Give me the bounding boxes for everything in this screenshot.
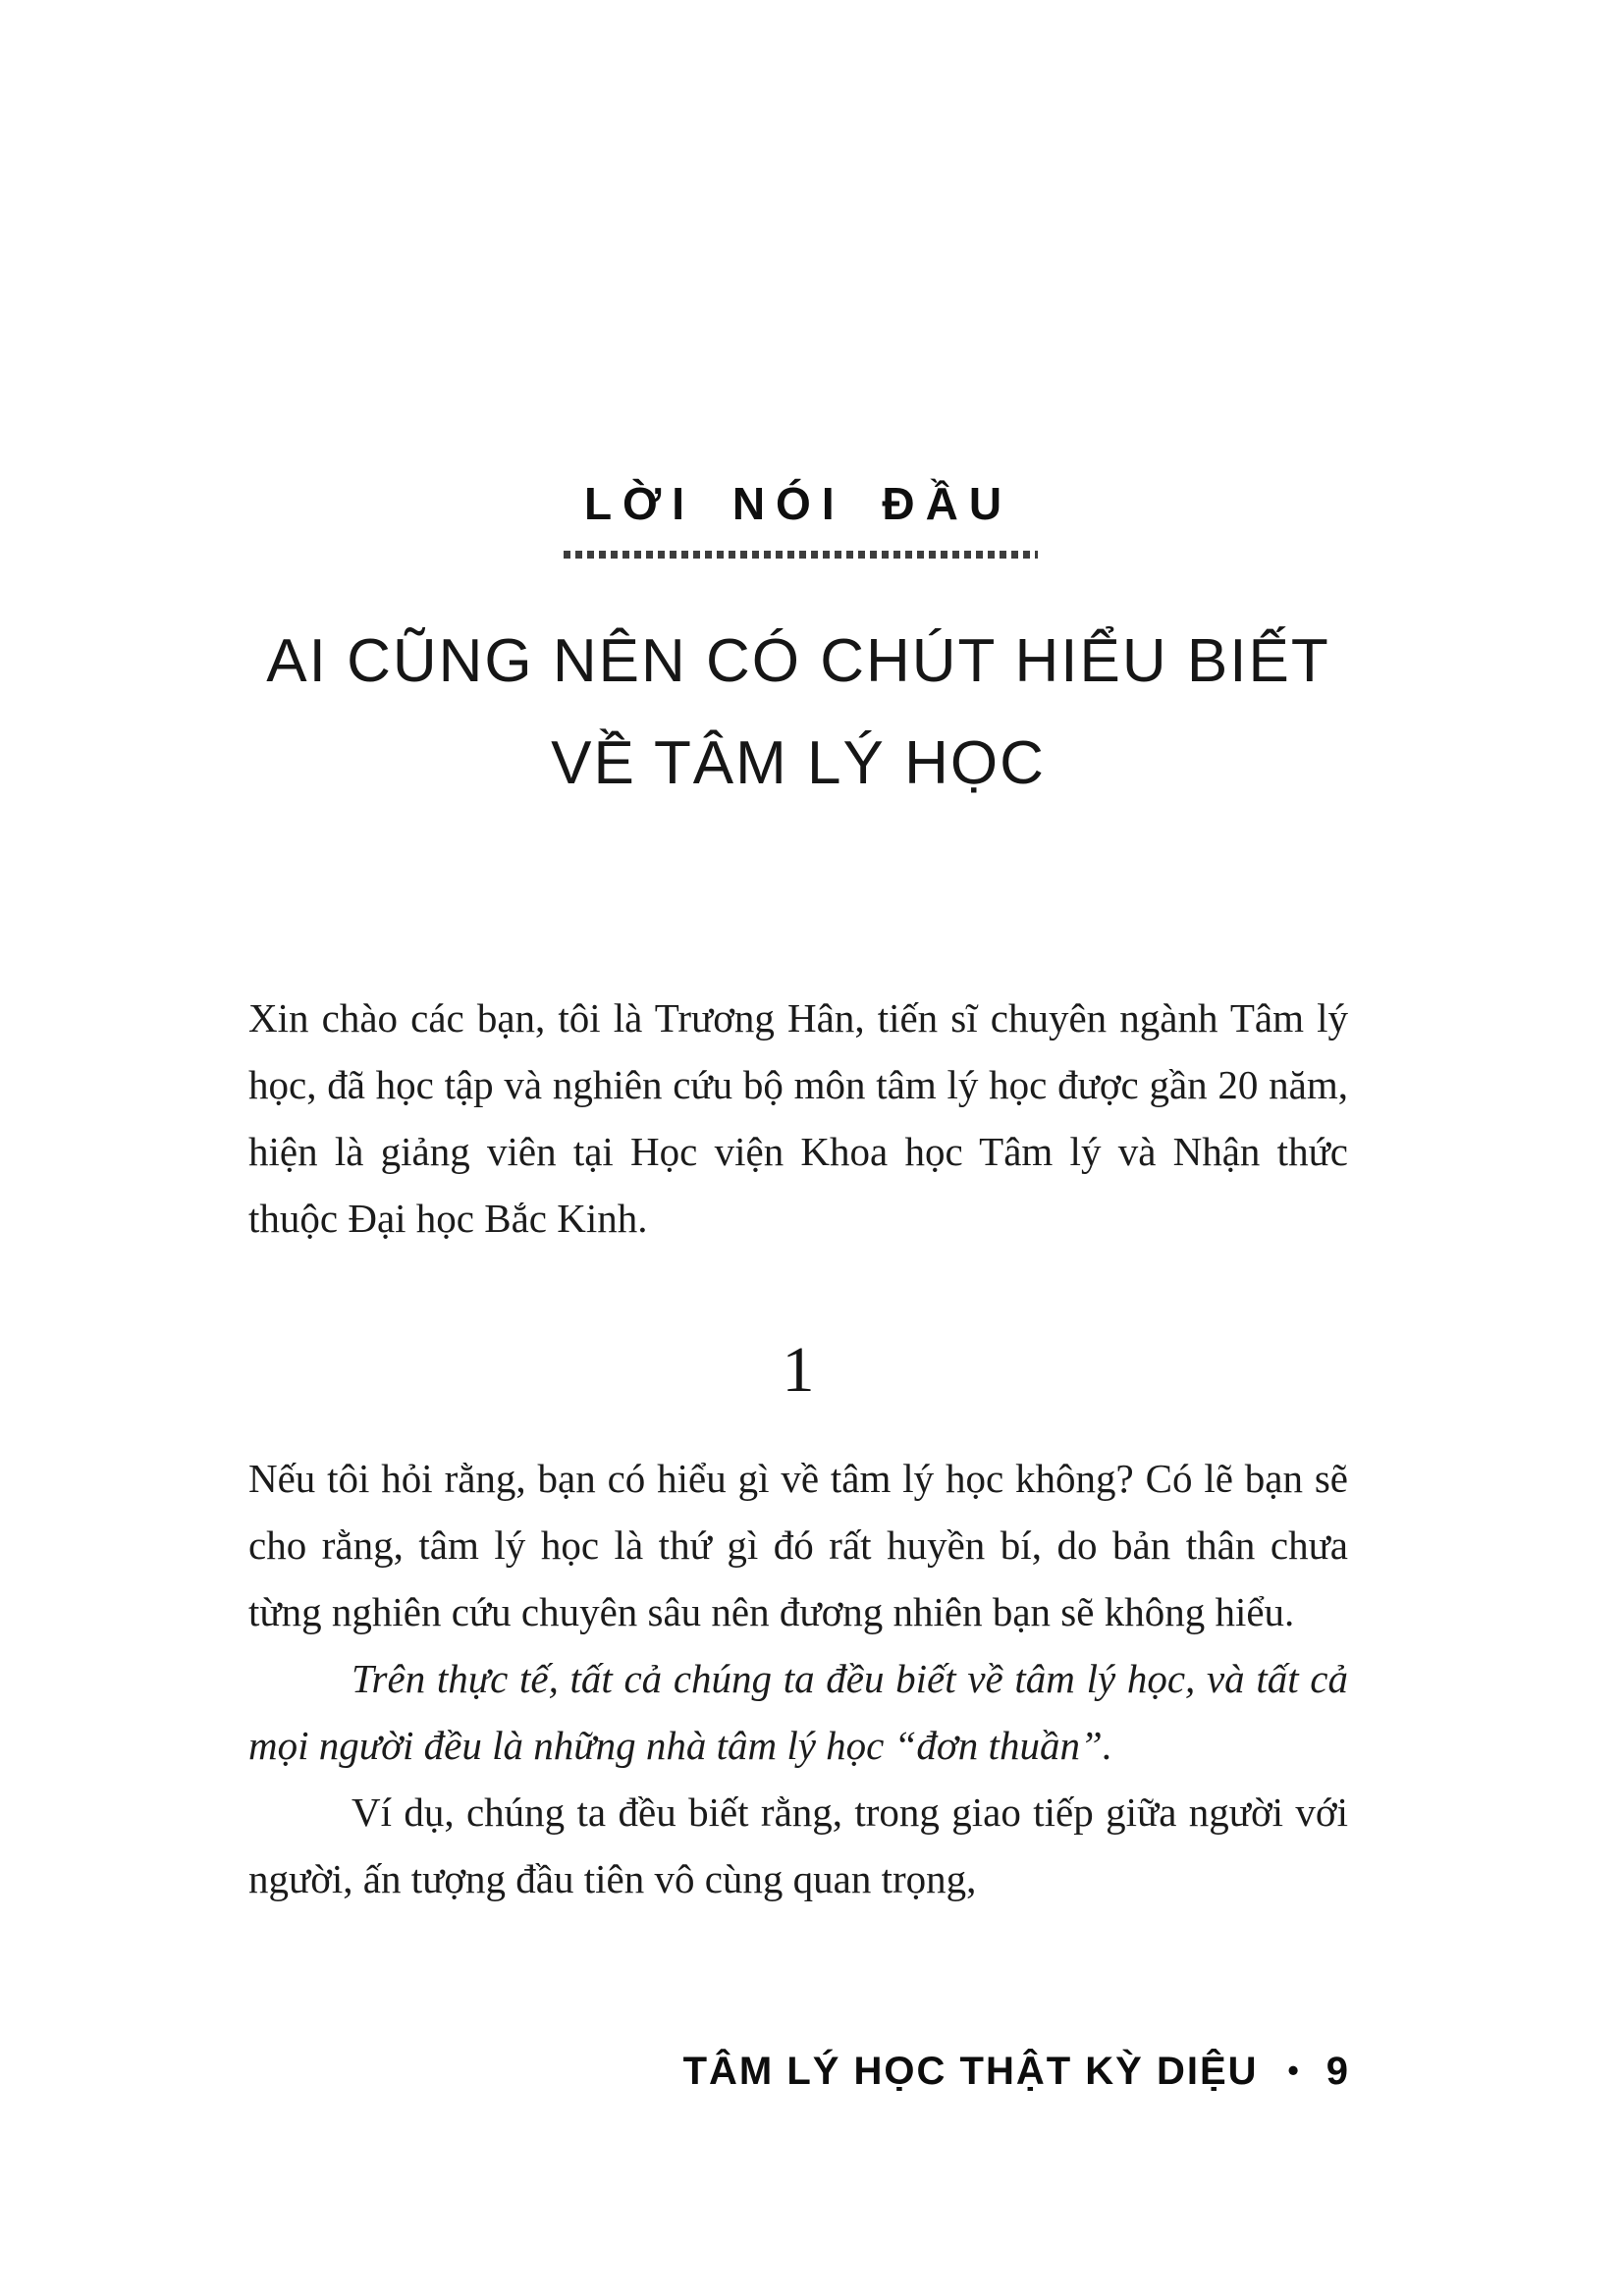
body-text xyxy=(248,1445,1348,1912)
chapter-title-line-2: VỀ TÂM LÝ HỌC xyxy=(551,729,1046,797)
chapter-title xyxy=(248,611,1348,815)
dashed-rule xyxy=(564,551,1038,559)
paragraph-1: Nếu tôi hỏi rằng, bạn có hiểu gì về tâm lý học không? Có lẽ bạn sẽ cho rằng, tâm lý học là thứ gì đó rất huyền bí, do bản thân chưa từng nghiên cứu chuyên sâu nên đương nhiên bạn sẽ không hiểu. xyxy=(248,1456,1348,1634)
footer-bullet: • xyxy=(1287,2053,1301,2088)
footer-page-number: 9 xyxy=(1325,2050,1348,2093)
paragraph-2-italic: Trên thực tế, tất cả chúng ta đều biết về tâm lý học, và tất cả mọi người đều là những nhà tâm lý học “đơn thuần”. xyxy=(248,1656,1348,1768)
footer-book-title: TÂM LÝ HỌC THẬT KỲ DIỆU xyxy=(682,2050,1259,2093)
page-footer xyxy=(248,2050,1348,2094)
chapter-title-line-1: AI CŨNG NÊN CÓ CHÚT HIỂU BIẾT xyxy=(266,627,1330,695)
preface-kicker: LỜI NÓI ĐẦU xyxy=(583,478,1013,529)
section-number: 1 xyxy=(782,1334,815,1406)
paragraph-3: Ví dụ, chúng ta đều biết rằng, trong giao tiếp giữa người với người, ấn tượng đầu tiên vô cùng quan trọng, xyxy=(248,1789,1348,1901)
intro-paragraph: Xin chào các bạn, tôi là Trương Hân, tiến sĩ chuyên ngành Tâm lý học, đã học tập và nghiên cứu bộ môn tâm lý học được gần 20 năm, hiện là giảng viên tại Học viện Khoa học Tâm lý và Nhận thức thuộc Đại học Bắc Kinh. xyxy=(248,995,1348,1241)
